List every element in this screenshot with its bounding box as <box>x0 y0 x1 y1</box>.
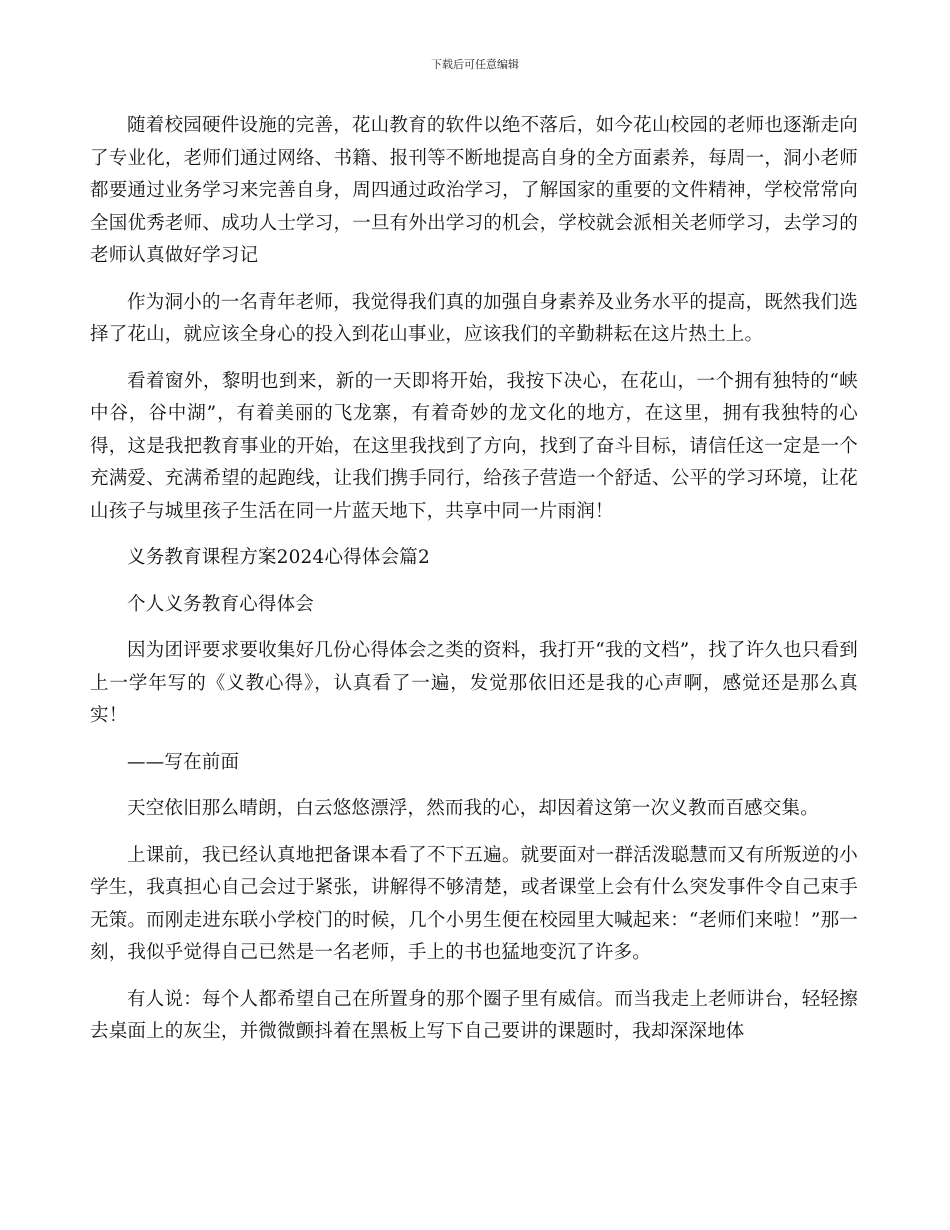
paragraph-aside: ——写在前面 <box>127 751 240 773</box>
page-header: 下载后可任意编辑 <box>431 58 519 71</box>
paragraph: 看着窗外，黎明也到来，新的一天即将开始，我按下决心，在花山，一个拥有独特的“峡中谷，谷中湖”，有着美丽的飞龙寨，有着奇妙的龙文化的地方，在这里，拥有我独特的心得，这是我把教育事业的开始，在这里我找到了方向，找到了奋斗目标，请信任这一定是一个充满爱、充满希望的起跑线，让我们携手同行，给孩子营造一个舒适、公平的学习环境，让花山孩子与城里孩子生活在同一片蓝天地下，共享中同一片雨润！ <box>90 370 858 522</box>
paragraph: 因为团评要求要收集好几份心得体会之类的资料，我打开“我的文档”，找了许久也只看到上一学年写的《义教心得》，认真看了一遍，发觉那依旧还是我的心声啊，感觉还是那么真实！ <box>90 640 858 726</box>
paragraph: 作为洞小的一名青年老师，我觉得我们真的加强自身素养及业务水平的提高，既然我们选择了花山，就应该全身心的投入到花山事业，应该我们的辛勤耕耘在这片热土上。 <box>90 291 858 345</box>
paragraph: 上课前，我已经认真地把备课本看了不下五遍。就要面对一群活泼聪慧而又有所叛逆的小学生，我真担心自己会过于紧张，讲解得不够清楚，或者课堂上会有什么突发事件令自己束手无策。而刚走进东联小学校门的时候，几个小男生便在校园里大喊起来：“老师们来啦！”那一刻，我似乎觉得自己已然是一名老师，手上的书也猛地变沉了许多。 <box>90 844 858 963</box>
paragraph: 随着校园硬件设施的完善，花山教育的软件以绝不落后，如今花山校园的老师也逐渐走向了专业化，老师们通过网络、书籍、报刊等不断地提高自身的全方面素养，每周一，洞小老师都要通过业务学习来完善自身，周四通过政治学习，了解国家的重要的文件精神，学校常常向全国优秀老师、成功人士学习，一旦有外出学习的机会，学校就会派相关老师学习，去学习的老师认真做好学习记 <box>90 115 858 266</box>
document-body <box>90 110 858 1063</box>
paragraph: 有人说：每个人都希望自己在所置身的那个圈子里有威信。而当我走上老师讲台，轻轻擦去桌面上的灰尘，并微微颤抖着在黑板上写下自己要讲的课题时，我却深深地体 <box>90 988 858 1042</box>
subsection-heading: 个人义务教育心得体会 <box>127 593 315 615</box>
paragraph: 天空依旧那么晴朗，白云悠悠漂浮，然而我的心，却因着这第一次义教而百感交集。 <box>127 798 819 819</box>
section-heading: 义务教育课程方案2024心得体会篇2 <box>127 547 430 568</box>
